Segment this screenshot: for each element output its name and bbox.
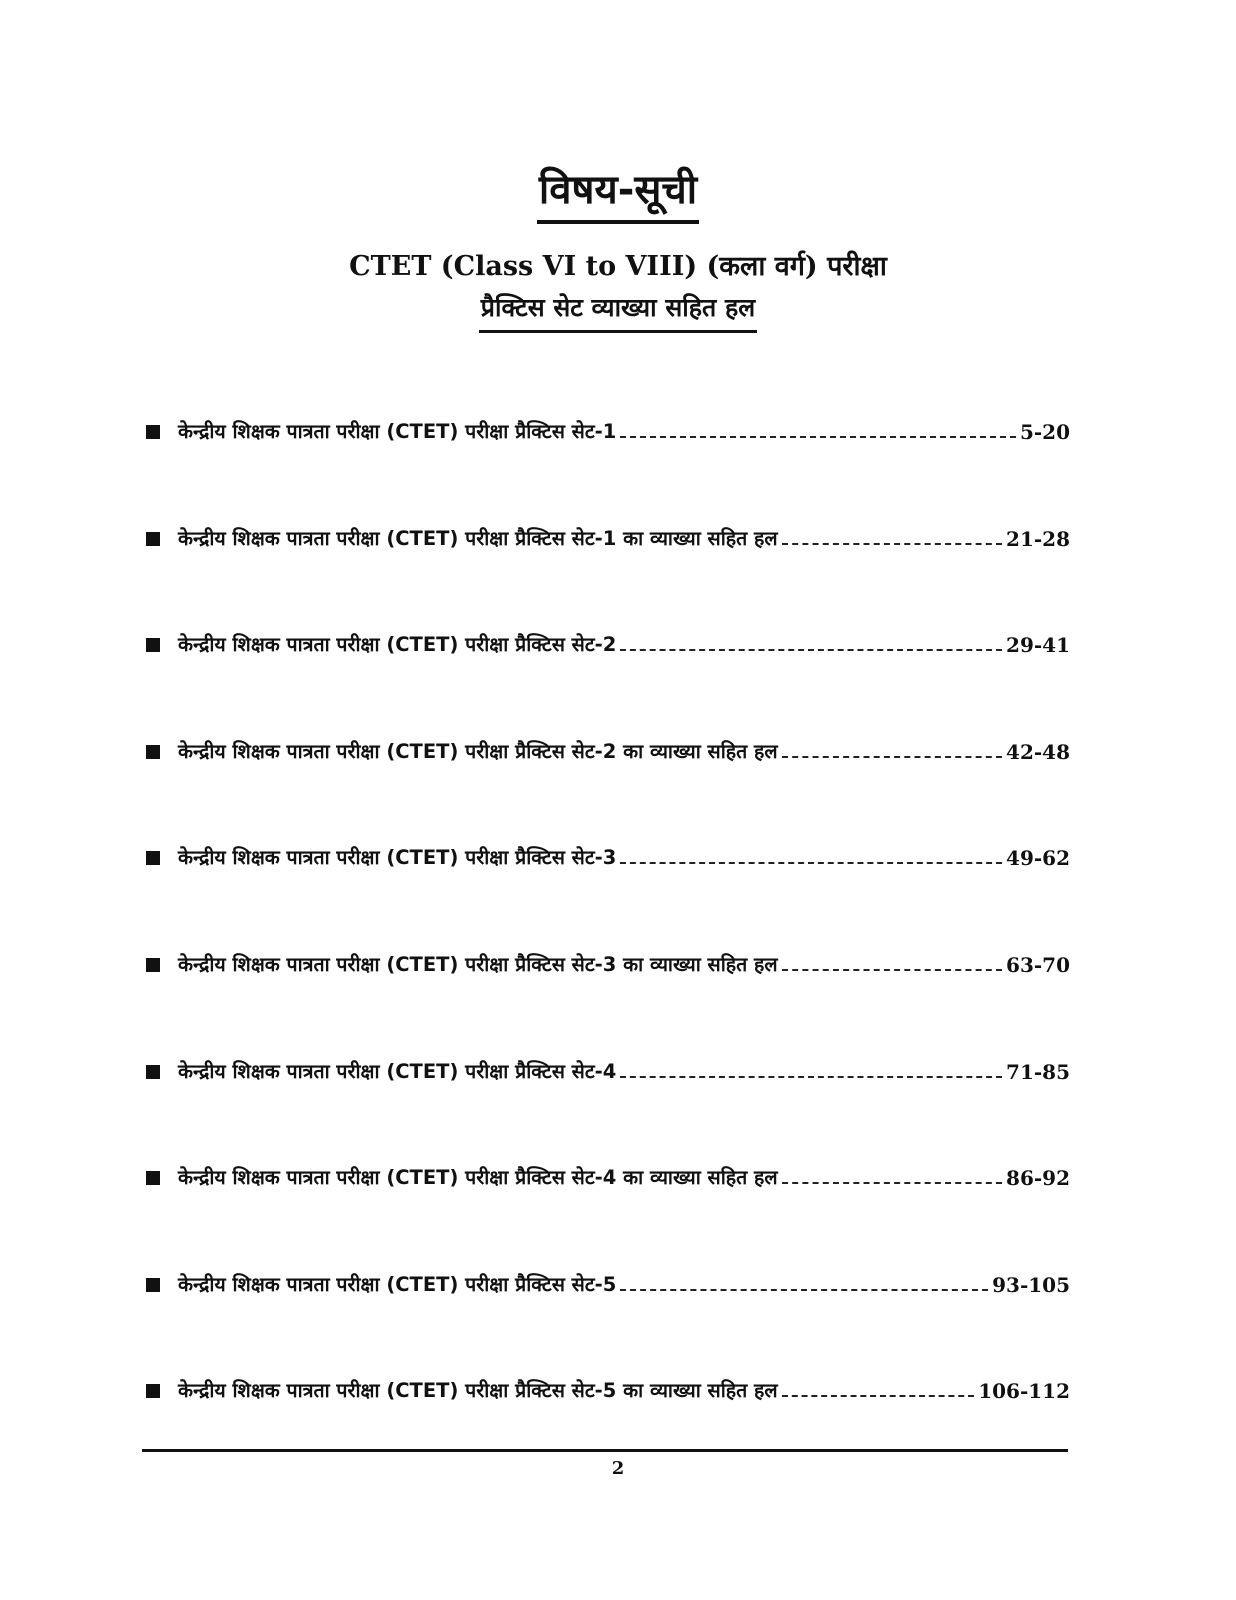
toc-entry-pages: 63-70 xyxy=(1006,952,1070,977)
toc-entry xyxy=(146,627,1070,734)
dotted-leader xyxy=(620,1267,988,1291)
square-bullet-icon xyxy=(146,638,160,652)
square-bullet-icon xyxy=(146,745,160,759)
toc-entry-text: केन्द्रीय शिक्षक पात्रता परीक्षा (CTET) परीक्षा प्रैक्टिस सेट-1 का व्याख्या सहित हल xyxy=(178,526,778,550)
dotted-leader xyxy=(620,1054,1002,1078)
toc-entry-pages: 86-92 xyxy=(1006,1166,1070,1191)
toc-entry xyxy=(146,1267,1070,1374)
toc-entry xyxy=(146,1054,1070,1161)
dotted-leader xyxy=(620,627,1002,651)
toc-entry xyxy=(146,947,1070,1054)
toc-entry-text: केन्द्रीय शिक्षक पात्रता परीक्षा (CTET) परीक्षा प्रैक्टिस सेट-2 का व्याख्या सहित हल xyxy=(178,739,778,763)
toc-entry-pages: 49-62 xyxy=(1006,846,1070,871)
dotted-leader xyxy=(620,840,1002,864)
toc-entry-text: केन्द्रीय शिक्षक पात्रता परीक्षा (CTET) परीक्षा प्रैक्टिस सेट-5 का व्याख्या सहित हल xyxy=(178,1379,778,1403)
toc-entry-text: केन्द्रीय शिक्षक पात्रता परीक्षा (CTET) परीक्षा प्रैक्टिस सेट-3 का व्याख्या सहित हल xyxy=(178,952,778,976)
toc-entry-text: केन्द्रीय शिक्षक पात्रता परीक्षा (CTET) परीक्षा प्रैक्टिस सेट-1 xyxy=(178,420,617,443)
page-title-container xyxy=(0,168,1236,224)
square-bullet-icon xyxy=(146,1171,160,1185)
toc-entry-pages: 29-41 xyxy=(1006,633,1070,658)
toc-entry xyxy=(146,840,1070,947)
dotted-leader xyxy=(782,521,1002,545)
square-bullet-icon xyxy=(146,532,160,546)
square-bullet-icon xyxy=(146,425,160,439)
dotted-leader xyxy=(782,734,1002,758)
page-title: विषय-सूची xyxy=(537,168,699,224)
square-bullet-icon xyxy=(146,1384,160,1398)
toc-entry-pages: 71-85 xyxy=(1006,1059,1070,1084)
exam-subtitle: CTET (Class VI to VIII) (कला वर्ग) परीक्षा xyxy=(349,251,887,282)
toc-entry-text: केन्द्रीय शिक्षक पात्रता परीक्षा (CTET) परीक्षा प्रैक्टिस सेट-4 का व्याख्या सहित हल xyxy=(178,1166,778,1190)
table-of-contents xyxy=(146,414,1070,1480)
toc-entry xyxy=(146,521,1070,628)
toc-entry-pages: 5-20 xyxy=(1019,420,1070,444)
toc-entry-text: केन्द्रीय शिक्षक पात्रता परीक्षा (CTET) परीक्षा प्रैक्टिस सेट-2 xyxy=(178,633,617,657)
dotted-leader xyxy=(620,414,1016,438)
dotted-leader xyxy=(782,947,1002,971)
toc-entry-pages: 21-28 xyxy=(1006,526,1070,551)
square-bullet-icon xyxy=(146,1065,160,1079)
square-bullet-icon xyxy=(146,1278,160,1292)
toc-entry-pages: 106-112 xyxy=(978,1379,1070,1404)
square-bullet-icon xyxy=(146,851,160,865)
toc-entry-text: केन्द्रीय शिक्षक पात्रता परीक्षा (CTET) परीक्षा प्रैक्टिस सेट-3 xyxy=(178,846,617,870)
toc-entry-text: केन्द्रीय शिक्षक पात्रता परीक्षा (CTET) परीक्षा प्रैक्टिस सेट-4 xyxy=(178,1059,617,1083)
section-subtitle-container xyxy=(0,290,1236,333)
footer-divider xyxy=(142,1449,1068,1452)
toc-entry xyxy=(146,734,1070,841)
toc-entry xyxy=(146,414,1070,521)
dotted-leader xyxy=(782,1160,1002,1184)
toc-entry-text: केन्द्रीय शिक्षक पात्रता परीक्षा (CTET) परीक्षा प्रैक्टिस सेट-5 xyxy=(178,1272,617,1296)
square-bullet-icon xyxy=(146,958,160,972)
dotted-leader xyxy=(782,1373,975,1397)
toc-entry xyxy=(146,1160,1070,1267)
toc-entry-pages: 93-105 xyxy=(992,1272,1070,1297)
section-subtitle: प्रैक्टिस सेट व्याख्या सहित हल xyxy=(479,290,757,333)
toc-entry-pages: 42-48 xyxy=(1006,739,1070,764)
page-number: 2 xyxy=(611,1458,625,1479)
